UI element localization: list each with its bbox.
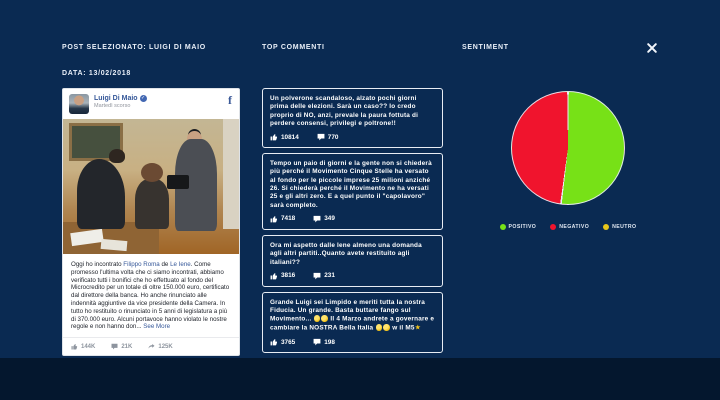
post-selected-label: POST SELEZIONATO: LUIGI DI MAIO [62, 44, 206, 51]
comment-icon [313, 215, 321, 223]
legend-dot-icon [500, 224, 506, 230]
text-segment: Ora mi aspetto dalle Iene almeno una domanda agli altri partiti..Quanto avete restituito agli italiani?? [270, 241, 422, 266]
post-like-count: 144K [71, 343, 95, 350]
comment-icon [111, 343, 118, 350]
share-icon [148, 343, 155, 350]
sentiment-panel-title: SENTIMENT [462, 44, 509, 51]
facebook-post-header [63, 89, 239, 119]
comment-card [262, 235, 443, 287]
legend-label: POSITIVO [508, 224, 537, 230]
comment-text [270, 242, 435, 267]
facebook-post-card [62, 88, 240, 356]
text-segment: de [159, 261, 171, 268]
close-button[interactable] [645, 41, 659, 55]
photo-person [77, 159, 125, 229]
comment-reply-count: 349 [313, 215, 335, 223]
text-segment: w il M5 [390, 324, 415, 332]
text-segment: Un polverone scandaloso, alzato pochi giorni prima delle elezioni. Sarà un caso?? Io credo proprio di NO, anzi, prevale la paura fottuta di perdere consensi, privilegi e poltrone!! [270, 95, 419, 127]
chart-legend [462, 224, 674, 230]
comment-icon [313, 338, 321, 346]
comment-text [270, 299, 435, 333]
comment-stats [270, 133, 435, 141]
post-photo [63, 119, 239, 254]
post-author-name[interactable]: Luigi Di Maio [94, 95, 138, 102]
legend-label: NEUTRO [612, 224, 637, 230]
bottom-bar [0, 358, 720, 400]
comment-card [262, 88, 443, 148]
post-engagement-stats [63, 337, 239, 355]
legend-item-negativo[interactable] [550, 224, 589, 230]
photo-person [135, 179, 169, 229]
thumbs-up-icon [71, 343, 78, 350]
comment-like-count: 7418 [270, 215, 295, 223]
text-segment: Il 4 Marzo andrete a governare e cambiare la NOSTRA Bella Italia [270, 315, 435, 332]
legend-item-neutro[interactable] [603, 224, 636, 230]
legend-label: NEGATIVO [559, 224, 590, 230]
photo-paper [101, 239, 128, 251]
text-segment: Grande Luigi sei Limpido e meriti tutta la nostra Fiducia. Un grande. Basta buttare fango sul Movimento... [270, 298, 426, 323]
comment-stats [270, 338, 435, 346]
comment-stats [270, 272, 435, 280]
facebook-logo-icon[interactable]: f [228, 93, 232, 107]
smiley-emoji-icon [314, 315, 321, 322]
verified-badge-icon: ✓ [140, 95, 146, 101]
photo-person [109, 149, 125, 163]
close-icon [647, 43, 657, 53]
text-segment: Oggi ho incontrato [71, 261, 124, 268]
comment-card [262, 292, 443, 353]
post-share-count: 125K [148, 343, 172, 350]
post-text-link[interactable]: Filippo Roma [123, 261, 160, 268]
comment-like-count: 10814 [270, 133, 299, 141]
smiley-emoji-icon [383, 324, 390, 331]
post-text [63, 254, 239, 337]
text-segment: Tempo un paio di giorni e la gente non si chiederà più perché il Movimento Cinque Stelle ha versato al fondo per le piccole imprese 25 milioni anziché 26. Si chiederà perché il Movimento ne ha versati 25 e gli altri zero. E a quel punto il "capolavoro" sarà completo. [270, 160, 432, 209]
thumbs-up-icon [270, 215, 278, 223]
thumbs-up-icon [270, 272, 278, 280]
star-emoji-icon: ★ [414, 324, 422, 332]
post-text-link[interactable]: Le Iene [170, 261, 191, 268]
comment-stats [270, 215, 435, 223]
sentiment-pie-chart [511, 91, 625, 205]
thumbs-up-icon [270, 338, 278, 346]
avatar[interactable] [69, 94, 89, 114]
photo-person [141, 163, 163, 182]
photo-camera [167, 175, 189, 189]
thumbs-up-icon [270, 133, 278, 141]
comment-reply-count: 231 [313, 272, 335, 280]
comments-panel-title: TOP COMMENTI [262, 44, 325, 51]
comment-text [270, 95, 435, 128]
post-text-link[interactable]: See More [143, 323, 171, 331]
comment-reply-count: 770 [317, 133, 339, 141]
comment-card [262, 153, 443, 230]
comment-icon [317, 133, 325, 141]
comment-icon [313, 272, 321, 280]
post-date-label: DATA: 13/02/2018 [62, 70, 131, 77]
post-timestamp: Martedì scorso [94, 103, 131, 109]
smiley-emoji-icon [376, 324, 383, 331]
photo-door [223, 119, 239, 229]
post-comment-count: 21K [111, 343, 132, 350]
legend-item-positivo[interactable] [500, 224, 537, 230]
comment-like-count: 3765 [270, 338, 295, 346]
legend-dot-icon [603, 224, 609, 230]
legend-dot-icon [550, 224, 556, 230]
text-segment: . Come promesso l'ultima volta che ci siamo incontrati, abbiamo verificato tutti i bonifici che ho effettuato al fondo del Microcredito per un totale di oltre 150.000 euro, certificato dal direttore della banca. Ho anche rinunciato alle indennità aggiuntive da vice presidente della Camera. In tutto ho restituito o rinunciato in 5 anni di legislatura a più di 370.000 euro. Alcuni portavoce hanno violato le nostre regole e non hanno don... [71, 261, 230, 331]
comment-text [270, 160, 435, 210]
comment-like-count: 3816 [270, 272, 295, 280]
smiley-emoji-icon [321, 315, 328, 322]
comment-reply-count: 198 [313, 338, 335, 346]
comments-list[interactable] [262, 88, 443, 358]
